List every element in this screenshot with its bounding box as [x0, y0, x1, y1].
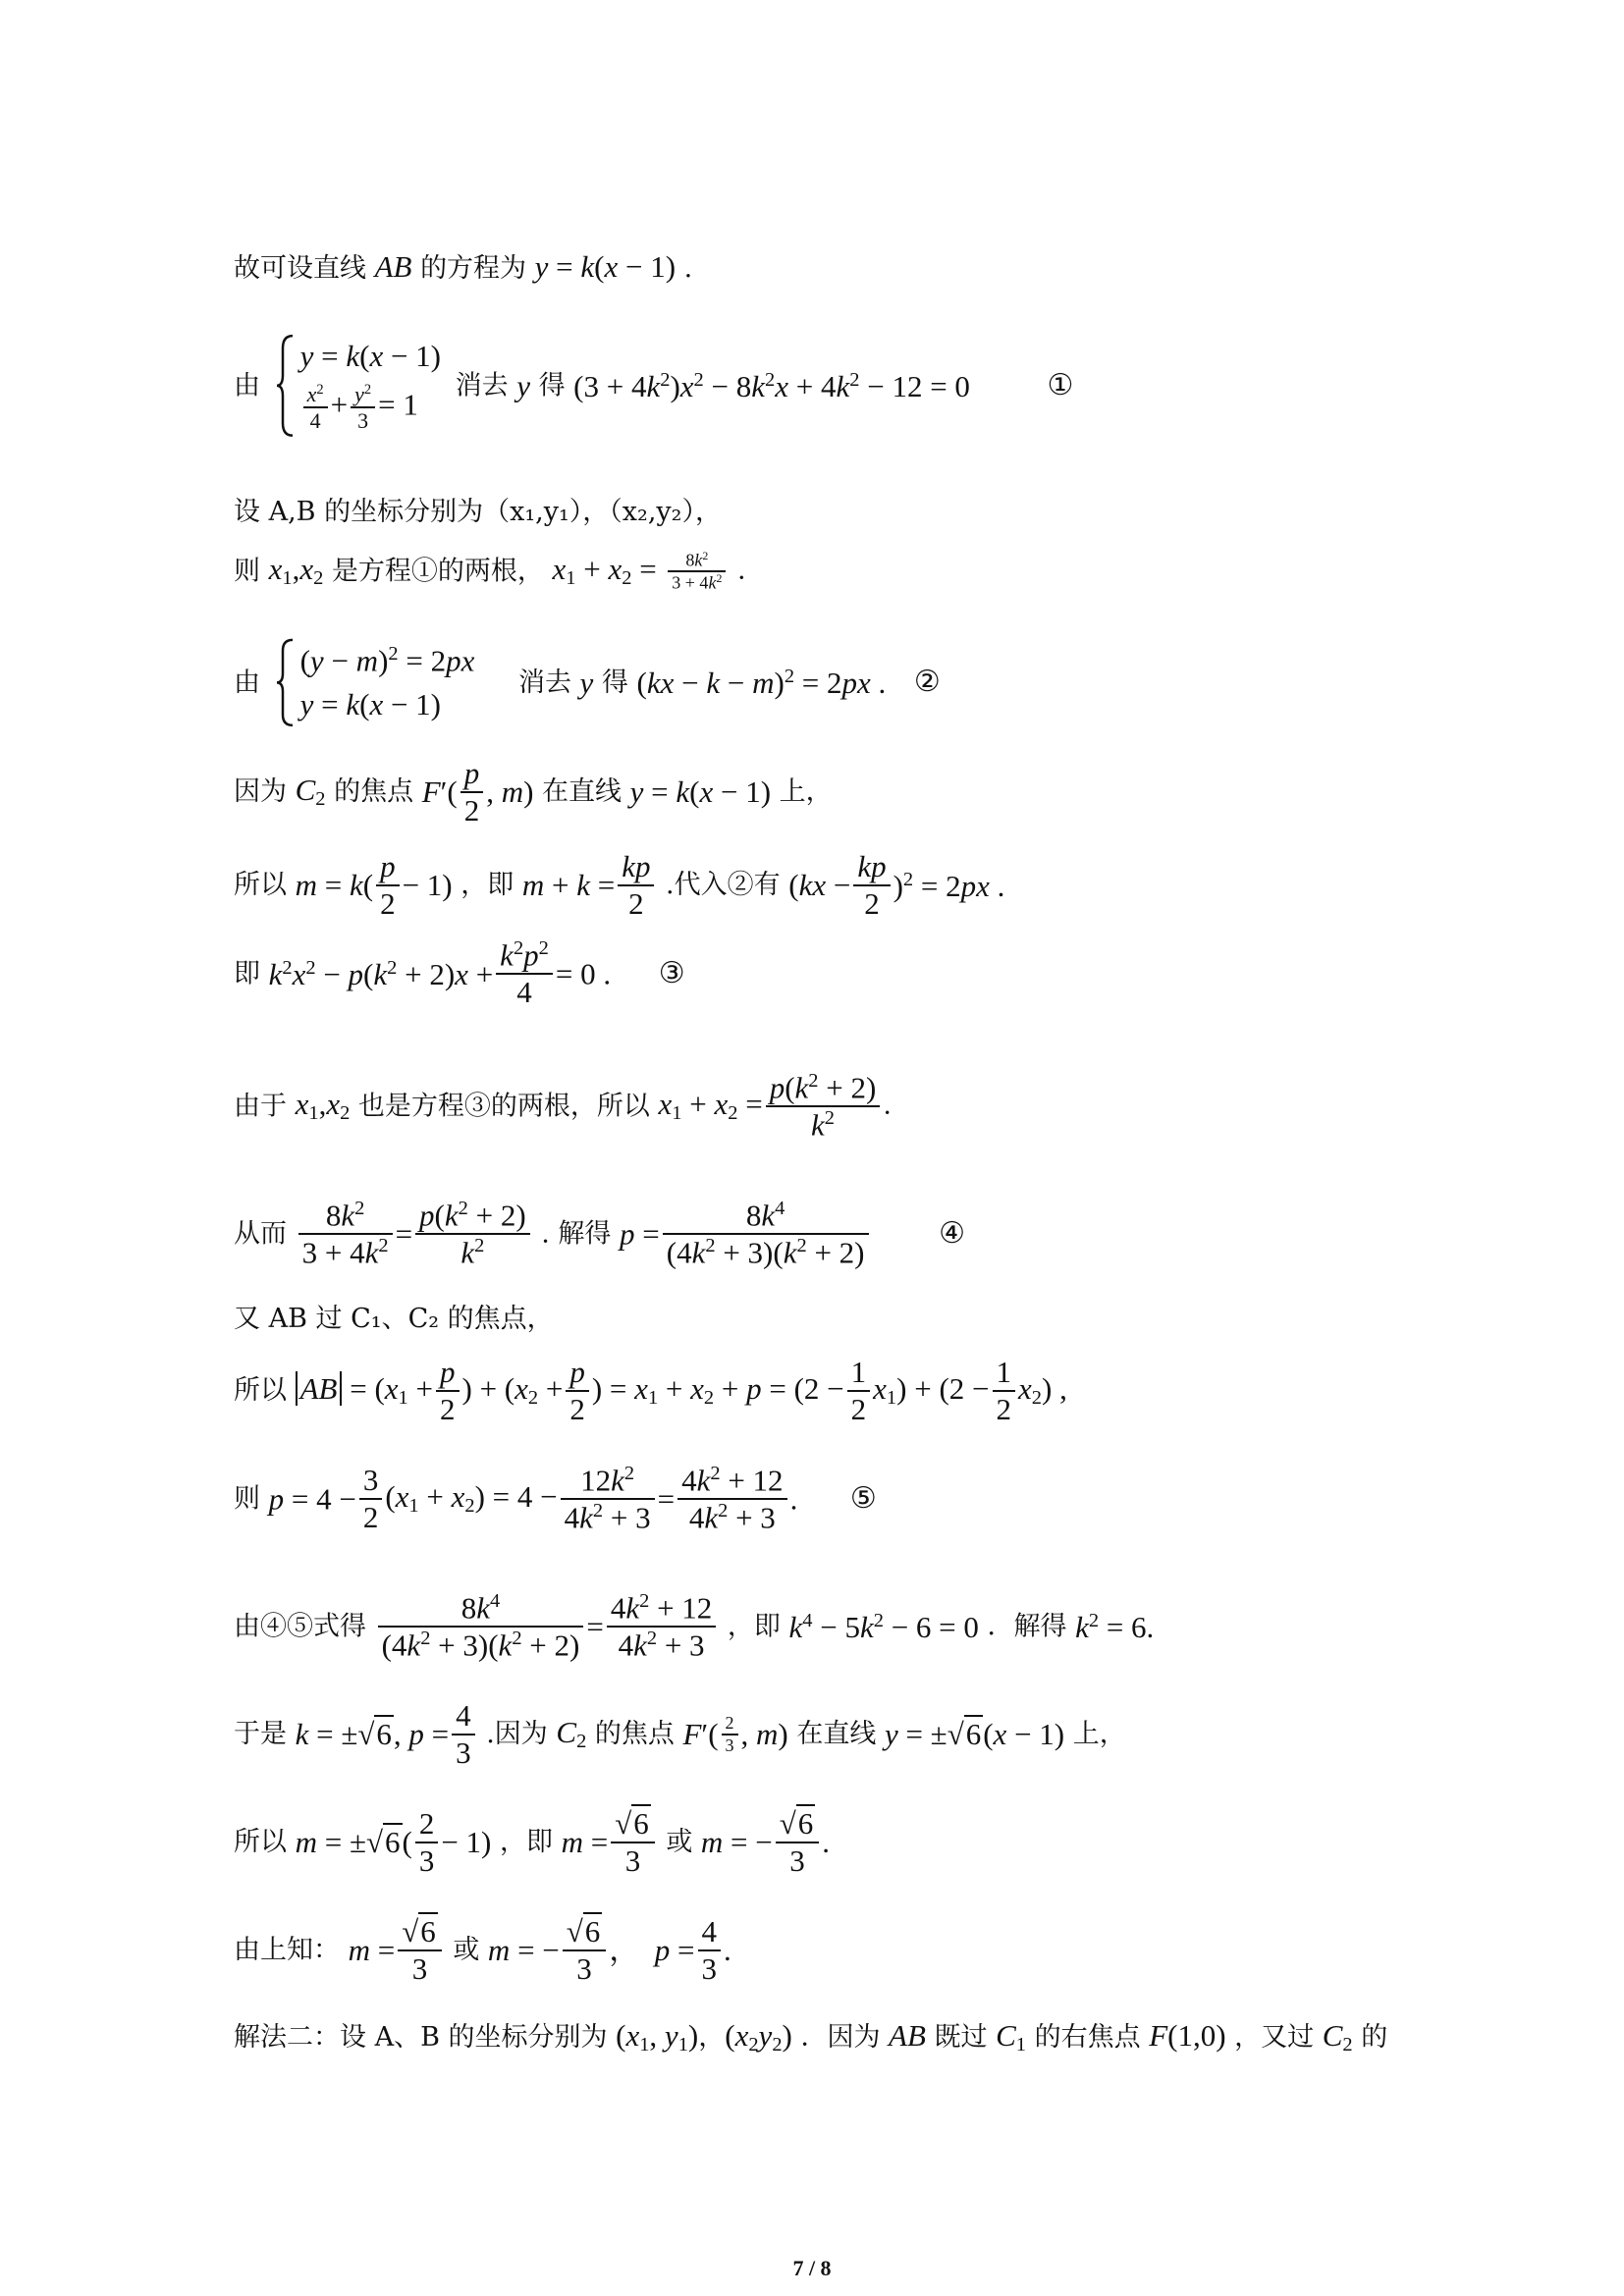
text-6c: 在直线 [542, 776, 623, 808]
math: (kx − [788, 868, 851, 903]
text-12a: 所以 [234, 1375, 287, 1407]
math: $C_2$ [1322, 2018, 1353, 2056]
math: ) + ($x_2$ + [461, 1370, 564, 1409]
equation-system-2: $(y - m)^2 = 2px$ y = k(x − 1) [275, 638, 475, 727]
text-6a: 因为 [234, 776, 287, 808]
eq-marker-3: ③ [658, 955, 685, 990]
math: . [789, 1481, 798, 1517]
text-6b: 的焦点 [334, 776, 414, 808]
math: m = ±√6( [295, 1825, 412, 1860]
text-1b: 的方程为 [420, 253, 527, 284]
math: y = k(x − 1) [534, 249, 677, 284]
fraction: $\frac{2}{3}$ [415, 1806, 439, 1878]
line-17 [234, 1914, 731, 1986]
math: F′( [682, 1717, 719, 1752]
fraction: $\frac{p(k^2 + 2)}{k^2}$ [766, 1070, 881, 1143]
math: = [586, 1609, 604, 1644]
text-you: 由 [234, 667, 260, 698]
math: − 1) [402, 868, 453, 903]
text-4a: 则 [234, 556, 260, 587]
brace-icon [275, 638, 297, 727]
text-16a: 所以 [234, 1827, 287, 1858]
math: m = − [487, 1933, 560, 1968]
text-de: 得 [538, 370, 566, 401]
math: $x_1 + x_2$ = [552, 552, 657, 590]
text-7b: ，即 [460, 870, 514, 901]
math: AB = ($x_1$ + [296, 1371, 433, 1406]
fraction: $\frac{12k^2}{4k^2 + 3}$ [561, 1463, 655, 1535]
text-17a: 由上知： [234, 1935, 340, 1966]
line-18: 解法二：设 A、B 的坐标分别为 ($x_1$, $y_1$)，$(x_2y_2)$ ．因为 AB 既过 $C_1$ 的右焦点 F(1,0) ，又过 $C_2$ 的 [234, 2018, 1388, 2056]
math: )$^2$ = 2px . [893, 868, 1005, 903]
math: p = 4 − [268, 1481, 356, 1517]
math: y = k(x − 1) [629, 774, 772, 810]
line-14 [234, 1590, 1154, 1663]
text-8a: 即 [234, 958, 260, 989]
text-18e: ，又过 [1234, 2022, 1315, 2053]
fraction: $\frac{4k^2 + 12}{4k^2 + 3}$ [677, 1463, 786, 1535]
math: $(x_1 + x_2) = 4$ − [385, 1479, 558, 1518]
eq-marker-2: ② [913, 665, 941, 700]
math: m = [561, 1825, 609, 1860]
text-15a: 于是 [234, 1719, 287, 1750]
line-11 [234, 1306, 554, 1332]
line-8 [234, 937, 685, 1010]
math: m = − [700, 1825, 773, 1860]
text-15e: 上， [1072, 1719, 1126, 1750]
text-3: 设 A,B 的坐标分别为（x₁,y₁），（x₂,y₂）， [234, 497, 723, 527]
math: ) = $x_1 + x_2 + p = (2$ − [591, 1370, 844, 1409]
fraction: $\frac{k^2p^2}{4}$ [496, 937, 553, 1010]
fraction: $\frac{1}{2}$ [993, 1355, 1016, 1426]
fraction: $\frac{4}{3}$ [452, 1698, 475, 1770]
math: $(x_2y_2)$ [725, 2018, 792, 2056]
fraction: $\frac{p}{2}$ [460, 756, 484, 828]
brace-icon [275, 334, 297, 438]
text-17b: 或 [453, 1935, 480, 1966]
math: $k^2x^2 - p(k^2 + 2)x$ + [268, 956, 494, 991]
fraction: $\frac{4k^2 + 12}{4k^2 + 3}$ [607, 1590, 716, 1663]
math: = [657, 1481, 676, 1517]
text-7a: 所以 [234, 870, 287, 901]
math: (kx − k − m)$^2$ = 2px . [636, 666, 887, 701]
line-6 [234, 756, 833, 828]
fraction: $\frac{√6}{3}$ [398, 1914, 442, 1986]
math: F′( [421, 774, 458, 810]
fraction: $\frac{2}{3}$ [722, 1713, 738, 1755]
text-18c: 既过 [934, 2022, 988, 2053]
math: . [822, 1825, 831, 1860]
math: $x_1) + (2$ − [873, 1370, 990, 1409]
line-16 [234, 1806, 830, 1878]
line-1: 故可设直线 AB 的方程为 y = k(x − 1) . [234, 249, 693, 284]
line-7 [234, 849, 1004, 921]
line-9: 由于 $x_1,x_2$ 也是方程③的两根，所以 $x_1 + x_2$ = $\frac{p(k^2 + 2)}{k^2}$ . [234, 1070, 892, 1143]
text-9a: 由于 [234, 1091, 287, 1122]
math: $x_2$) , [1018, 1370, 1067, 1409]
line-3 [234, 499, 722, 525]
text-16c: 或 [666, 1827, 693, 1858]
math: AB [889, 2018, 926, 2053]
math: ($x_1$, $y_1$) [616, 2018, 699, 2056]
math: m = [348, 1933, 396, 1968]
text-14c2: ．解得 [987, 1611, 1067, 1642]
text-16b: ，即 [499, 1827, 553, 1858]
fraction: $\frac{kp}{2}$ [618, 849, 654, 921]
math: $x_1,x_2$ [268, 552, 324, 590]
line-12 [234, 1355, 1067, 1426]
text-18d: 的右焦点 [1034, 2022, 1141, 2053]
fraction: $\frac{p(k^2 + 2)}{k^2}$ [415, 1198, 530, 1270]
line-2 [234, 334, 1073, 438]
page-number: 7 / 8 [792, 2256, 832, 2280]
math: ， p = [609, 1933, 695, 1968]
math: , m) [486, 774, 534, 810]
math: m + k = [521, 868, 616, 903]
math: m = k( [295, 868, 374, 903]
text-9b: 也是方程③的两根，所以 [357, 1091, 650, 1122]
math: $x_1,x_2$ [295, 1087, 351, 1125]
math: k = ±√6, p = [295, 1717, 450, 1752]
text-1a: 故可设直线 [234, 253, 366, 284]
fraction: $\frac{8k^4}{(4k^2 + 3)(k^2 + 2)}$ [378, 1590, 584, 1663]
math: = 0 . [555, 956, 612, 991]
math: y [579, 665, 594, 700]
text-de: 得 [601, 667, 628, 698]
fraction: $\frac{p}{2}$ [566, 1355, 589, 1426]
fraction: $\frac{p}{2}$ [436, 1355, 460, 1426]
text-15b: .因为 [486, 1719, 548, 1750]
text-13a: 则 [234, 1483, 260, 1515]
fraction: $\frac{8k^2}{3 + 4k^2}$ [298, 1198, 393, 1270]
line-10 [234, 1198, 965, 1270]
math: p = [620, 1216, 660, 1252]
text-11: 又 AB 过 C₁、C₂ 的焦点， [234, 1304, 554, 1334]
fraction: $\frac{p}{2}$ [376, 849, 400, 921]
math: $x_1 + x_2$ = [658, 1087, 763, 1125]
math: . [724, 1933, 731, 1968]
text-7c: .代入②有 [666, 870, 781, 901]
line-15 [234, 1698, 1126, 1770]
math: = [395, 1216, 413, 1252]
fraction: $\frac{√6}{3}$ [563, 1914, 607, 1986]
fraction: $\frac{kp}{2}$ [853, 849, 890, 921]
text-18f: 的 [1361, 2022, 1388, 2053]
text-4b: 是方程①的两根， [331, 556, 544, 587]
fraction: $\frac{√6}{3}$ [611, 1806, 655, 1878]
text-10b: . 解得 [541, 1218, 612, 1250]
text-14b: ，即 [727, 1611, 781, 1642]
fraction: $\frac{√6}{3}$ [776, 1806, 820, 1878]
math: AB [374, 249, 412, 284]
text-10a: 从而 [234, 1218, 287, 1250]
math: , m) [740, 1717, 788, 1752]
text-14a: 由④⑤式得 [234, 1611, 366, 1642]
text-6d: 上， [779, 776, 833, 808]
text-xiaoqu: 消去 [455, 370, 509, 401]
line-4: 则 $x_1,x_2$ 是方程①的两根， $x_1 + x_2$ = $\frac{8k^2}{3 + 4k^2}$ . [234, 549, 746, 593]
text-you: 由 [234, 370, 260, 401]
math: $C_1$ [996, 2018, 1027, 2056]
fraction: $\frac{1}{2}$ [847, 1355, 871, 1426]
math: F(1,0) [1149, 2018, 1226, 2053]
line-13 [234, 1463, 877, 1535]
math: $k^4 - 5k^2 - 6 = 0$ [788, 1609, 979, 1645]
text-18a: 解法二：设 A、B 的坐标分别为 [234, 2022, 608, 2053]
text-18b: ．因为 [800, 2022, 881, 2053]
eq-marker-1: ① [1047, 367, 1074, 402]
fraction: $\frac{4}{3}$ [698, 1914, 722, 1986]
line-5 [234, 638, 941, 727]
fraction: $\frac{8k^2}{3 + 4k^2}$ [668, 550, 726, 593]
text-xiaoqu: 消去 [517, 667, 571, 698]
math: $C_2$ [556, 1714, 587, 1752]
text-15d: 在直线 [796, 1719, 877, 1750]
fraction: $\frac{8k^4}{(4k^2 + 3)(k^2 + 2)}$ [663, 1198, 869, 1270]
equation-system-1: y = k(x − 1) $\frac{x^2}{4}$ + $\frac{y^2}{3}$ = 1 [275, 334, 441, 438]
fraction: $\frac{3}{2}$ [359, 1463, 383, 1534]
math: y [516, 368, 530, 403]
math: $C_2$ [295, 772, 326, 810]
eq-marker-5: ⑤ [849, 1480, 877, 1516]
eq-marker-4: ④ [939, 1215, 966, 1251]
math: $(3 + 4k^2)x^2 - 8k^2x + 4k^2 - 12 = 0$ [573, 368, 970, 404]
math: y = ±√6(x − 1) [884, 1717, 1065, 1752]
math: $k^2 = 6$. [1075, 1609, 1155, 1645]
math: − 1) [441, 1825, 492, 1860]
text-15c: 的焦点 [594, 1719, 675, 1750]
